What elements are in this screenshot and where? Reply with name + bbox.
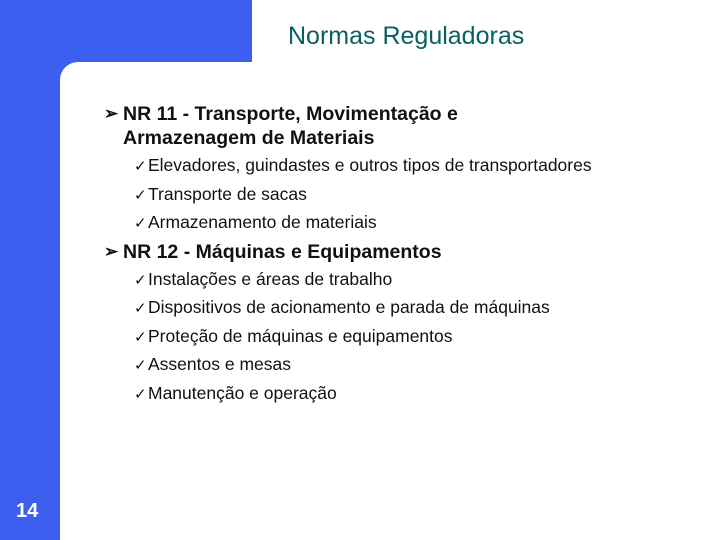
check-bullet-icon: ✓	[134, 215, 147, 232]
item-text: Armazenamento de materiais	[148, 212, 377, 232]
section-nr11	[104, 102, 704, 238]
list-item	[134, 266, 704, 295]
side-band	[0, 0, 60, 540]
check-bullet-icon: ✓	[134, 271, 147, 289]
content-corner	[60, 62, 96, 98]
item-text: Transporte de sacas	[148, 183, 307, 204]
item-list	[104, 152, 704, 238]
list-item	[134, 209, 704, 238]
list-item	[134, 380, 704, 409]
item-list	[104, 266, 704, 409]
heading-line: NR 11 - Transporte, Movimentação e	[123, 103, 458, 125]
page-number: 14	[16, 500, 39, 522]
slide-title: Normas Reguladoras	[288, 22, 525, 50]
heading-line: NR 12 - Máquinas e Equipamentos	[123, 240, 442, 263]
item-text: Elevadores, guindastes e outros tipos de transportadores	[148, 155, 592, 175]
check-bullet-icon: ✓	[134, 385, 147, 403]
item-text: Assentos e mesas	[148, 354, 291, 374]
item-text: Proteção de máquinas e equipamentos	[148, 325, 453, 346]
item-text: Manutenção e operação	[148, 382, 337, 403]
section-heading	[104, 102, 704, 150]
arrow-bullet-icon: ➢	[104, 104, 119, 123]
check-bullet-icon: ✓	[134, 158, 147, 175]
check-bullet-icon: ✓	[134, 300, 147, 317]
slide-content	[104, 102, 704, 408]
item-text: Instalações e áreas de trabalho	[148, 268, 393, 289]
check-bullet-icon: ✓	[134, 186, 147, 204]
list-item	[134, 294, 704, 323]
check-bullet-icon: ✓	[134, 357, 147, 374]
item-text: Dispositivos de acionamento e parada de máquinas	[148, 297, 550, 317]
list-item	[134, 181, 704, 210]
section-nr12	[104, 240, 704, 409]
arrow-bullet-icon: ➢	[104, 241, 119, 261]
check-bullet-icon: ✓	[134, 328, 147, 346]
list-item	[134, 323, 704, 352]
section-heading	[104, 240, 704, 264]
list-item	[134, 351, 704, 380]
list-item	[134, 152, 704, 181]
heading-line: Armazenagem de Materiais	[123, 127, 375, 149]
